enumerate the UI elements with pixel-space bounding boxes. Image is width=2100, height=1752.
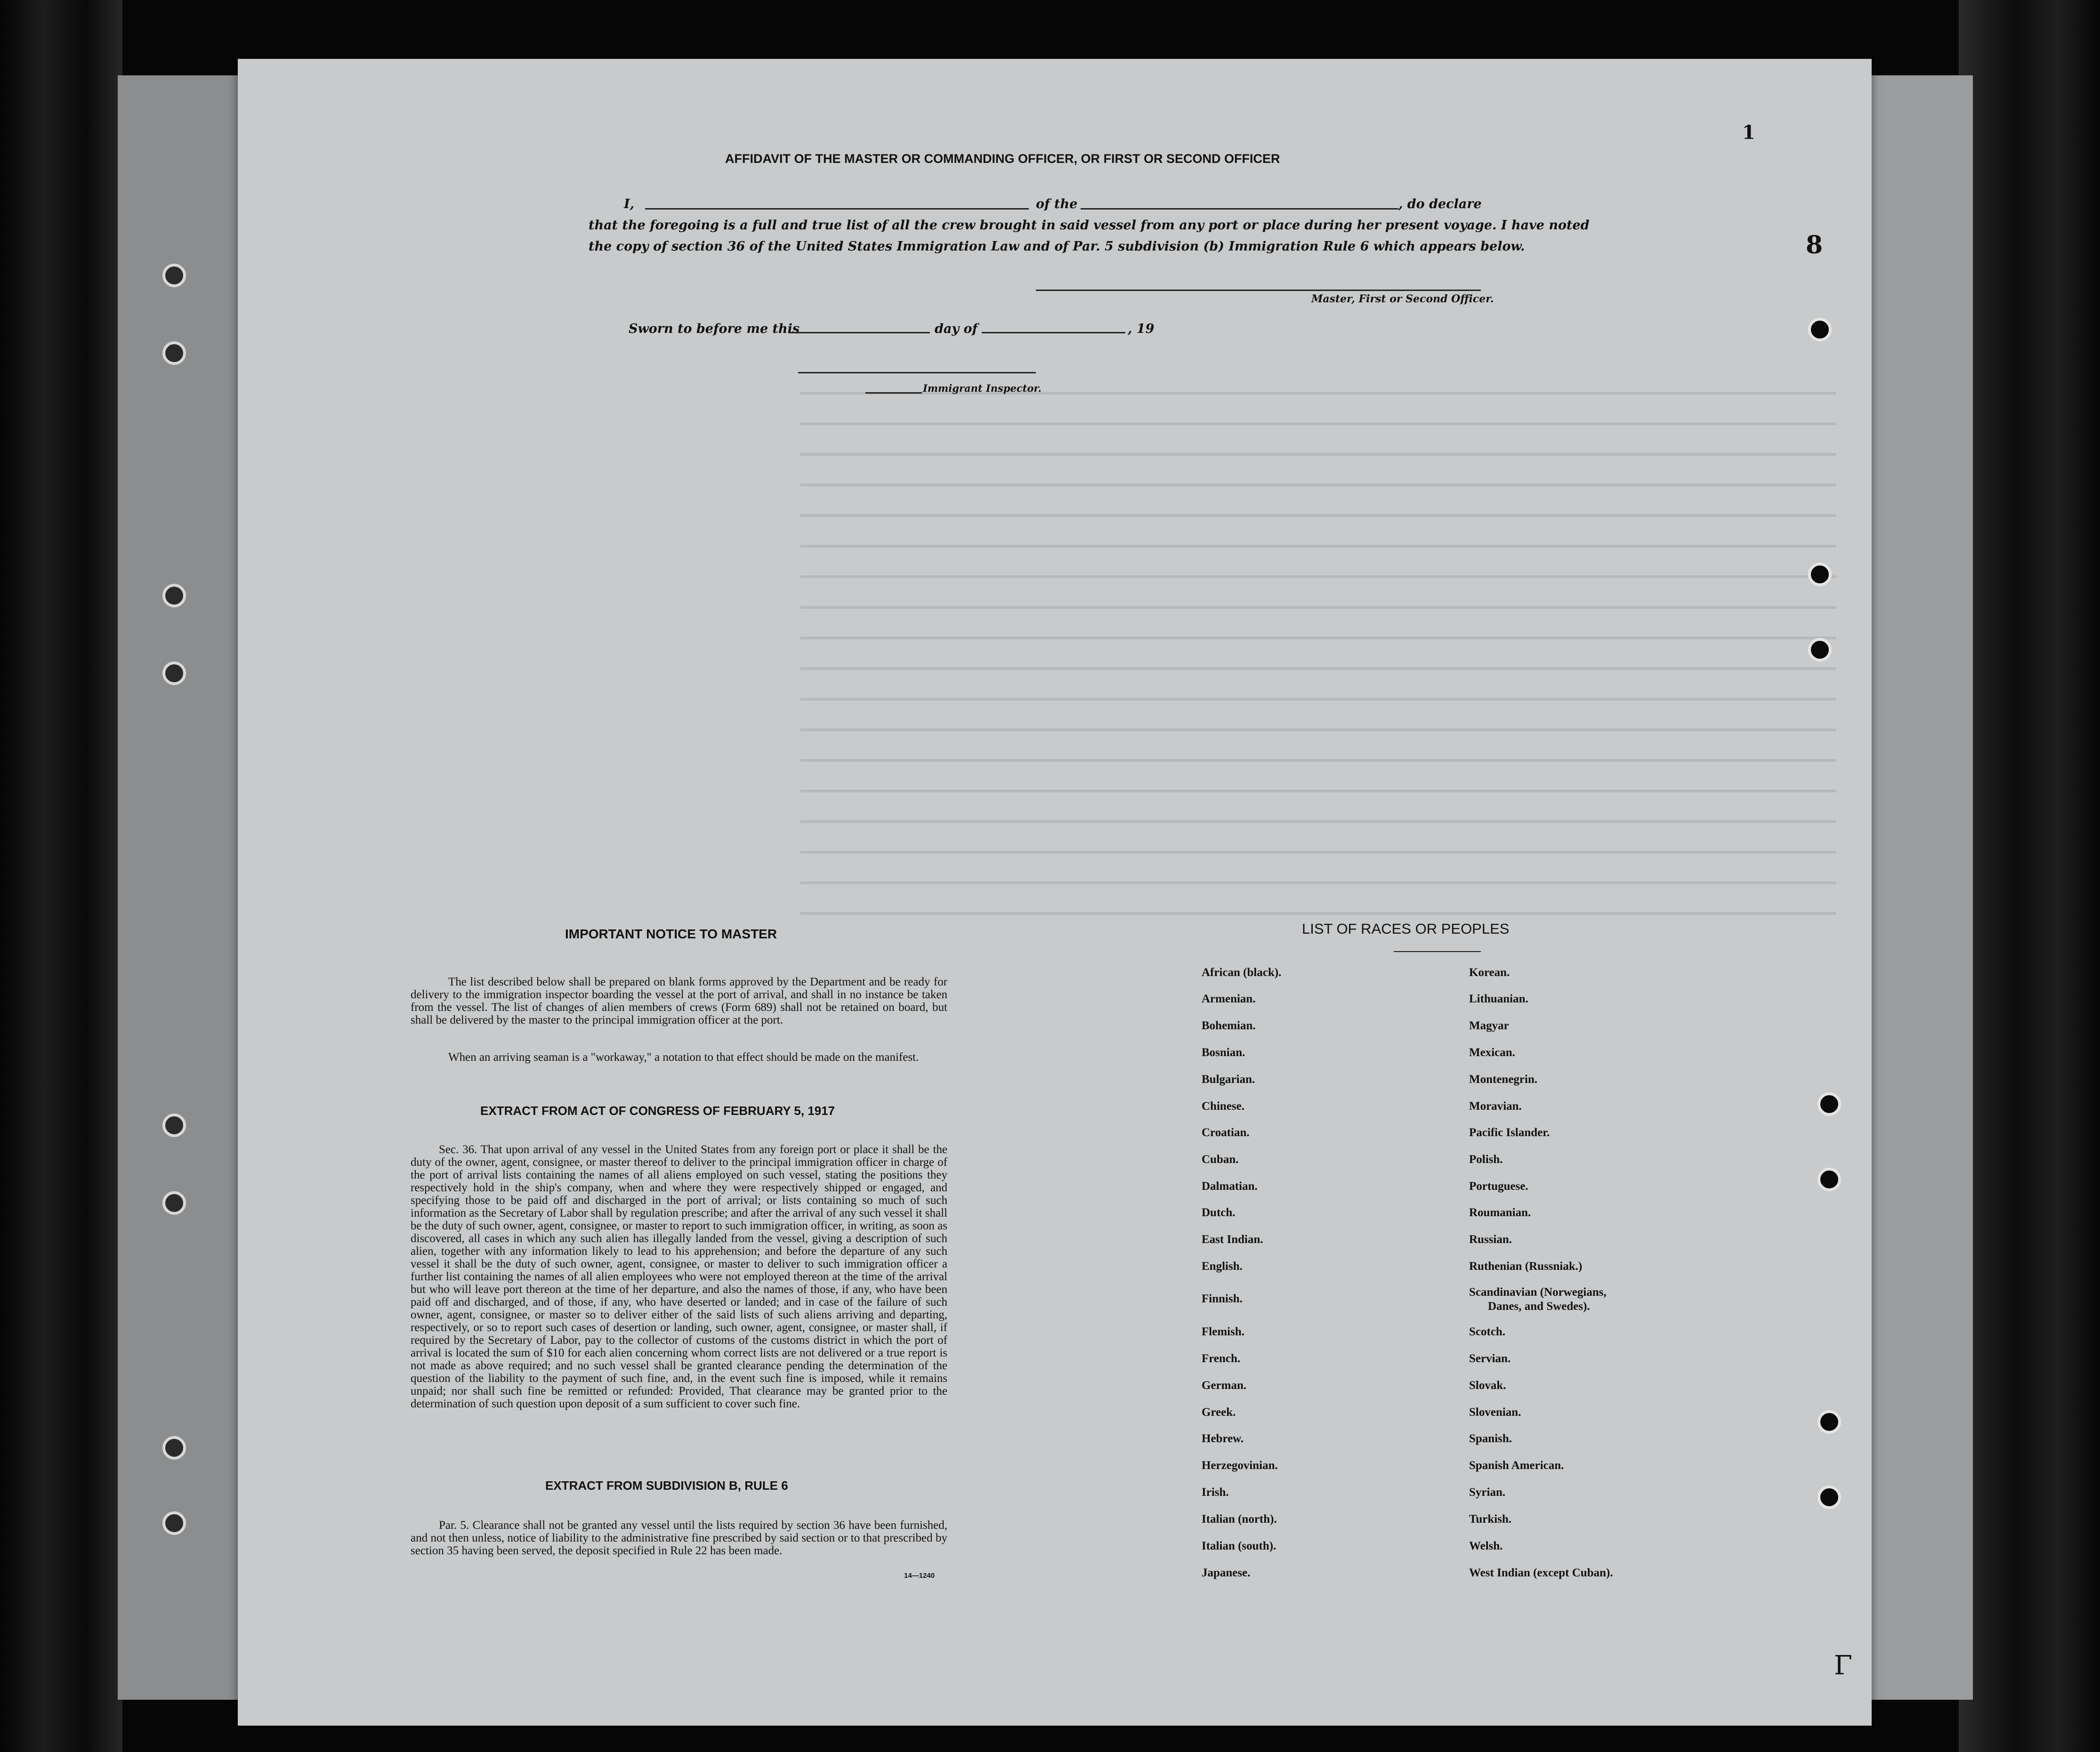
binder-hole <box>1817 1168 1841 1191</box>
race-item: Spanish American. <box>1469 1459 1564 1472</box>
race-item: Scotch. <box>1469 1325 1506 1338</box>
inspector-underline <box>865 392 922 394</box>
act-extract-title: EXTRACT FROM ACT OF CONGRESS OF FEBRUARY 5, 1917 <box>480 1104 835 1118</box>
binder-hole <box>162 1114 186 1137</box>
race-item: Syrian. <box>1469 1486 1506 1499</box>
act-extract-text: Sec. 36. That upon arrival of any vessel in the United States from any foreign port or place it shall be the duty of the owner, agent, consignee, or master thereof to deliver to the principal immigration officer in charge of the port of arrival lists containing the names of all aliens employed on such vessel, stating the positions they respectively hold in the ship's company, when and where they were respectively shipped or engaged, and specifying those to be paid off and discharged in the port of arrival; or lists containing so much of such information as the Secretary of Labor shall by regulation prescribe; and after the arrival of any such vessel it shall be the duty of such owner, agent, consignee, or master to report to such immigration officer, in writing, as soon as discovered, all cases in which any such alien has illegally landed from the vessel, giving a description of such alien, together with any information likely to lead to his apprehension; and before the departure of any such vessel it shall be the duty of such owner, agent, consignee, or master to deliver to such immigration officer a further list containing the names of all alien employees who were not employed thereon at the time of the arrival but who will leave port thereon at the time of her departure, and also the names of those, if any, who have been paid off and discharged, and of those, if any, who have deserted or landed; and in case of the failure of such owner, agent, consignee, or master so to deliver either of the said lists of such aliens arriving and departing, respectively, or so to report such cases of desertion or landing, such owner, agent, consignee, or master shall, if required by the Secretary of Labor, pay to the collector of customs of the customs district in which the port of arrival is located the sum of $10 for each alien concerning whom correct lists are not delivered or a true report is not made as above required; and no such vessel shall be granted clearance pending the determination of the question of the liability to the payment of such fine, and, in the event such fine is imposed, while it remains unpaid; nor shall such fine be remitted or refunded: Provided, That clearance may be granted prior to the determination of such question upon deposit of a sum sufficient to cover such fine. <box>411 1143 947 1410</box>
affidavit-statement-line-2: the copy of section 36 of the United States Immigration Law and of Par. 5 subdivision (b) Immigration Rule 6 which appears below. <box>589 239 1525 254</box>
race-item: Chinese. <box>1202 1100 1244 1113</box>
race-item: Bohemian. <box>1202 1019 1256 1032</box>
race-item: Bosnian. <box>1202 1046 1245 1059</box>
binder-hole <box>1808 638 1832 662</box>
race-item: Turkish. <box>1469 1513 1512 1526</box>
sworn-day-label: day of <box>935 322 978 336</box>
race-item: Italian (south). <box>1202 1540 1276 1552</box>
race-item: Armenian. <box>1202 993 1256 1005</box>
race-item: Dalmatian. <box>1202 1180 1258 1193</box>
race-item: Slovenian. <box>1469 1406 1521 1419</box>
race-item: English. <box>1202 1260 1243 1273</box>
binder-hole <box>162 264 186 287</box>
binder-hole <box>162 1436 186 1460</box>
affidavit-declare-text: , do declare <box>1398 197 1482 211</box>
race-item: Lithuanian. <box>1469 993 1528 1005</box>
binder-hole <box>162 1191 186 1215</box>
vessel-name-line <box>1081 208 1398 210</box>
race-item: Japanese. <box>1202 1566 1251 1579</box>
race-item: French. <box>1202 1352 1241 1365</box>
binder-hole <box>162 341 186 365</box>
master-signature-label: Master, First or Second Officer. <box>1311 293 1494 305</box>
race-item: East Indian. <box>1202 1233 1263 1246</box>
race-item: Spanish. <box>1469 1432 1512 1445</box>
sworn-text: Sworn to before me this <box>629 322 800 336</box>
binder-hole <box>162 662 186 685</box>
rule-extract-text: Par. 5. Clearance shall not be granted any vessel until the lists required by section 36 have been furnished, and not then unless, notice of liability to the administrative fine prescribed by said section or to that prescribed by section 35 having been served, the deposit specified in Rule 22 has been made. <box>411 1519 947 1557</box>
form-number: 14—1240 <box>904 1572 935 1580</box>
inspector-signature-line <box>798 372 1036 373</box>
race-item: Portuguese. <box>1469 1180 1528 1193</box>
race-item: Ruthenian (Russniak.) <box>1469 1260 1583 1273</box>
binder-hole <box>1817 1092 1841 1116</box>
binder-hole <box>1808 318 1832 341</box>
race-item: Flemish. <box>1202 1325 1244 1338</box>
race-item: Danes, and Swedes). <box>1488 1300 1590 1313</box>
race-item: Finnish. <box>1202 1292 1243 1305</box>
race-item: African (black). <box>1202 966 1282 979</box>
race-item: Mexican. <box>1469 1046 1515 1059</box>
scan-edge-left <box>0 0 122 1752</box>
affidavit-vessel-label: of the <box>1036 197 1078 211</box>
race-item: Russian. <box>1469 1233 1512 1246</box>
notice-paragraph-2: When an arriving seaman is a "workaway," a notation to that effect should be made on the manifest. <box>448 1051 919 1064</box>
scan-edge-right <box>1959 0 2100 1752</box>
race-item: Slovak. <box>1469 1379 1506 1392</box>
sworn-day-line <box>789 332 930 333</box>
race-item: German. <box>1202 1379 1247 1392</box>
binder-hole <box>162 1511 186 1535</box>
race-item: Cuban. <box>1202 1153 1239 1166</box>
notice-title: IMPORTANT NOTICE TO MASTER <box>565 927 777 941</box>
race-item: Magyar <box>1469 1019 1509 1032</box>
race-item: Korean. <box>1469 966 1510 979</box>
race-item: Montenegrin. <box>1469 1073 1538 1086</box>
sworn-month-line <box>982 332 1125 333</box>
rule-extract-title: EXTRACT FROM SUBDIVISION B, RULE 6 <box>545 1478 788 1493</box>
race-item: Moravian. <box>1469 1100 1522 1113</box>
affidavit-statement-line-1: that the foregoing is a full and true list of all the crew brought in said vessel from any port or place during her present voyage. I have noted <box>589 218 1590 233</box>
notice-paragraph-1: The list described below shall be prepared on blank forms approved by the Department and be ready for delivery to the immigration inspector boarding the vessel at the port of arrival, and shall in no instance be taken from the vessel. The list of changes of alien members of crews (Form 689) shall not be retained on board, but shall be delivered by the master to the principal immigration officer at the port. <box>411 976 947 1026</box>
race-item: Welsh. <box>1469 1540 1503 1552</box>
race-item: Greek. <box>1202 1406 1236 1419</box>
race-item: West Indian (except Cuban). <box>1469 1566 1613 1579</box>
affidavit-declarant: I, <box>624 197 635 211</box>
race-item: Pacific Islander. <box>1469 1126 1550 1139</box>
race-item: Herzegovinian. <box>1202 1459 1278 1472</box>
race-item: Irish. <box>1202 1486 1229 1499</box>
binder-hole <box>1808 563 1832 586</box>
side-handwritten-mark: 8 <box>1806 231 1823 259</box>
race-item: Bulgarian. <box>1202 1073 1255 1086</box>
race-item: Croatian. <box>1202 1126 1250 1139</box>
sworn-year-label: , 19 <box>1128 322 1155 336</box>
inspector-label: Immigrant Inspector. <box>923 382 1042 394</box>
race-item: Roumanian. <box>1469 1206 1531 1219</box>
race-item: Dutch. <box>1202 1206 1236 1219</box>
affidavit-title: AFFIDAVIT OF THE MASTER OR COMMANDING OFFICER, OR FIRST OR SECOND OFFICER <box>725 152 1280 166</box>
master-signature-line <box>1036 290 1481 291</box>
races-title: LIST OF RACES OR PEOPLES <box>1302 920 1510 937</box>
declarant-name-line <box>645 208 1029 210</box>
races-title-rule <box>1394 951 1481 952</box>
bleed-through-table <box>800 367 1836 923</box>
page-number-mark: 1 <box>1742 121 1755 144</box>
race-item: Italian (north). <box>1202 1513 1277 1526</box>
binder-hole <box>162 584 186 607</box>
race-item: Hebrew. <box>1202 1432 1244 1445</box>
race-item: Scandinavian (Norwegians, <box>1469 1286 1607 1299</box>
race-item: Polish. <box>1469 1153 1503 1166</box>
pencil-corner-mark: Γ <box>1834 1650 1852 1681</box>
binder-hole <box>1817 1410 1841 1434</box>
race-item: Servian. <box>1469 1352 1511 1365</box>
binder-hole <box>1817 1486 1841 1509</box>
